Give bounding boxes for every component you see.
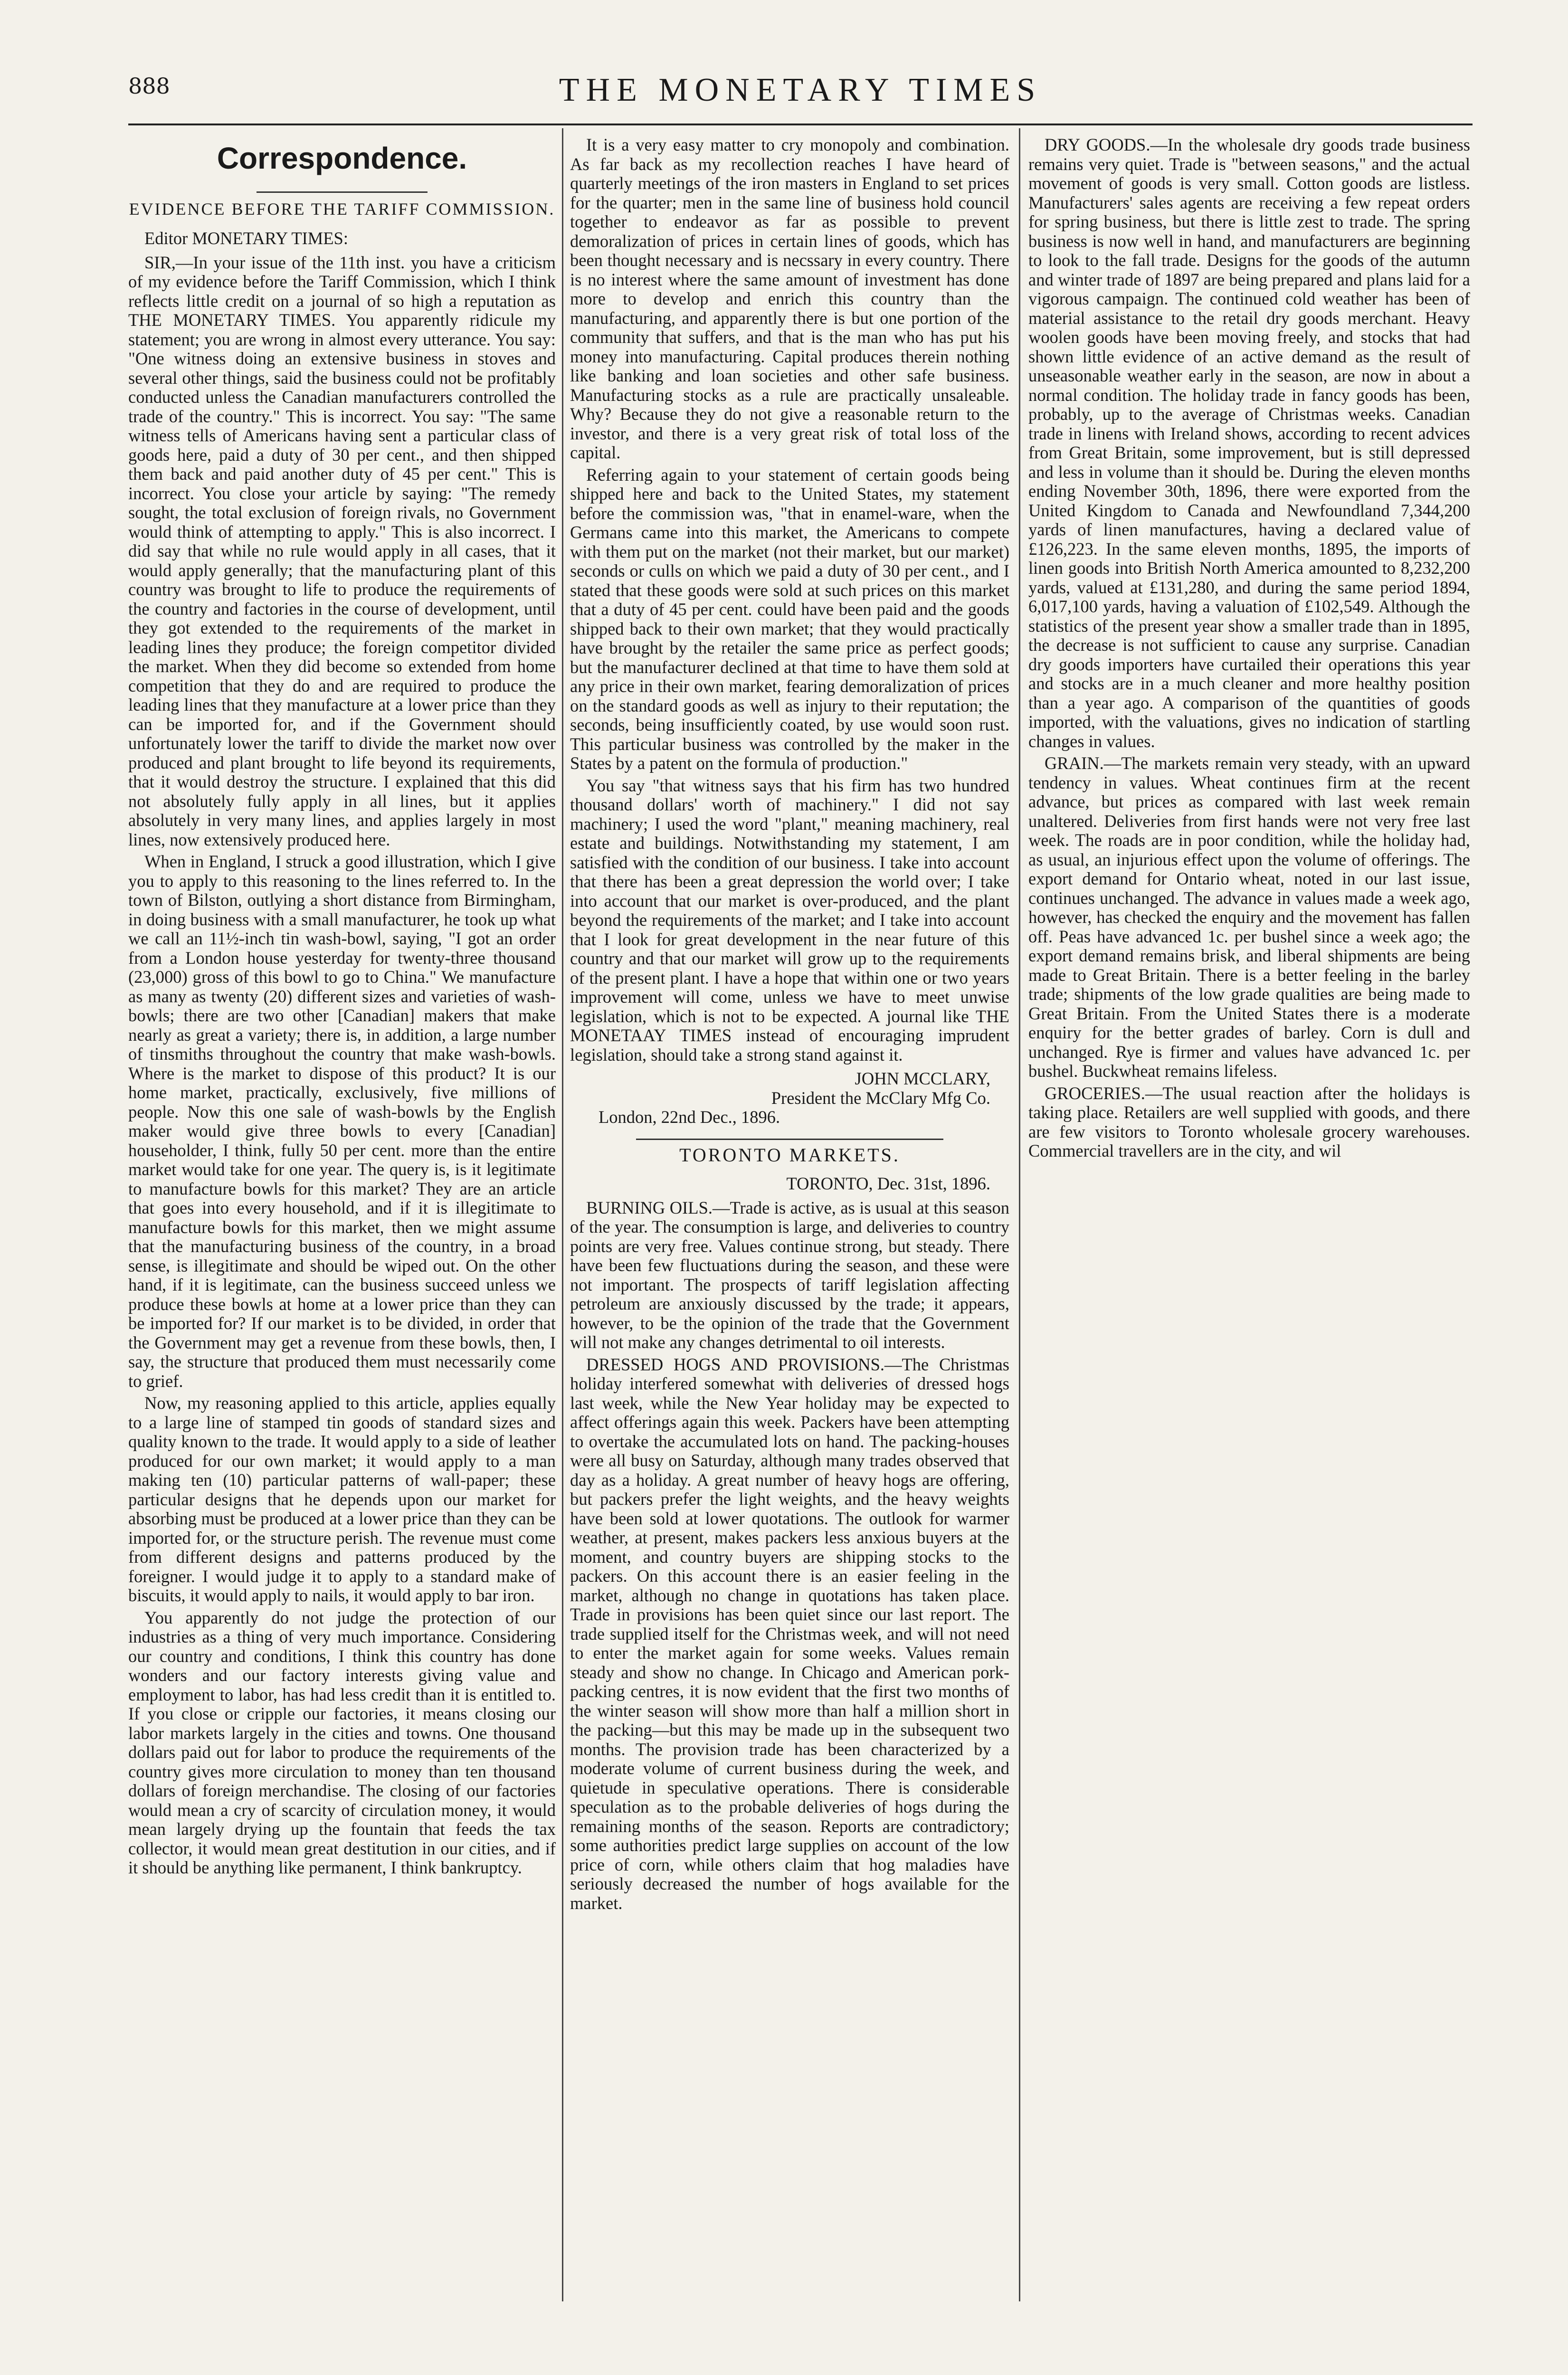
letter-paragraph: SIR,—In your issue of the 11th inst. you have a criticism of my evidence before the Tariff Commission, which I think reflects little credit on a journal of so high a reputation as THE MONETARY TIMES. You apparently ridicule my statement; you are wrong in almost every utterance. You say: "One witness doing an extensive business in stoves and several other things, said the business could not be profitably conducted unless the Canadian manufacturers controlled the trade of the country." This is incorrect. You say: "The same witness tells of Americans having sent a particular class of goods here, paid a duty of 30 per cent., and then shipped them back and paid another duty of 45 per cent." This is incorrect. You close your article by saying: "The remedy sought, the total exclusion of foreign rivals, no Government would think of attempting to apply." This is also incorrect. I did say that while no rule would apply in all cases, that it would apply generally; that the manufacturing plant of this country was brought to life to produce the requirements of the country and factories in the course of development, until they got extended to the requirements of the market in leading lines they produce; the foreign competitor divided the market. When they did become so extended from home competition that they do and are required to produce the leading lines that they manufacture at a lower price than they can be imported for, and if the Government should unfortunately lower the tariff to divide the market now over produced and plant brought to life beyond its requirements, that it would destroy the structure. I explained that this did not absolutely fully apply in all lines, but it applies absolutely in very many lines, and applies largely in most lines, now extensively produced here.	[128, 252, 556, 849]
markets-dateline: TORONTO, Dec. 31st, 1896.	[786, 1174, 990, 1193]
column-rule-1	[562, 128, 563, 2301]
markets-heading: TORONTO MARKETS.	[679, 1144, 900, 1166]
market-paragraph: DRY GOODS.—In the wholesale dry goods trade business remains very quiet. Trade is "between seasons," and the actual movement of goods is very small. Cotton goods are listless. Manufacturers' sales agents are receiving a few repeat orders for spring business, but there is little zest to trade. The spring business is now well in hand, and manufacturers are beginning to look to the fall trade. Designs for the goods of the autumn and winter trade of 1897 are being prepared and plans laid for a vigorous campaign. The continued cold weather has been of material assistance to the retail dry goods merchant. Heavy woolen goods have been moving freely, and stocks that had shown little evidence of an active demand as the result of unseasonable weather early in the season, are now in about a normal condition. The holiday trade in fancy goods has been, probably, up to the average of Christmas weeks. Canadian trade in linens with Ireland shows, according to recent advices from Great Britain, some improvement, but is still depressed and less in volume than it should be. During the eleven months ending November 30th, 1896, there were exported from the United Kingdom to Canada and Newfoundland 7,344,200 yards of linen manufactures, having a declared value of £126,223. In the same eleven months, 1895, the imports of linen goods into British North America amounted to 8,232,200 yards, valued at £131,280, and during the same period 1894, 6,017,100 yards, having a valuation of £102,549. Although the statistics of the present year show a smaller trade than in 1895, the decrease is not sufficient to cause any surprise. Canadian dry goods importers have curtailed their operations this year and stocks are in a much cleaner and more healthy position than a year ago. A comparison of the quantities of goods imported, with the valuations, gives no indication of startling changes in values.	[1028, 135, 1470, 751]
divider	[636, 1139, 944, 1140]
column-3	[1028, 135, 1470, 2292]
editor-line: Editor MONETARY TIMES:	[144, 228, 348, 248]
letter-paragraph: You apparently do not judge the protection of our industries as a thing of very much importance. Considering our country and conditions, I think this country has done wonders and our factory interests giving value and employment to labor, has had less credit than it is entitled to. If you close or cripple our factories, it means closing our labor markets largely in the cities and towns. One thousand dollars paid out for labor to produce the requirements of the country gives more circulation to money than ten thousand dollars of foreign merchandise. The closing of our factories would mean a cry of scarcity of circulation money, it would mean largely drying up the fountain that feeds the tax collector, it would mean great destitution in our cities, and if it should be anything like permanent, I think bankruptcy.	[128, 1607, 556, 1877]
signature-title: President the McClary Mfg Co.	[771, 1088, 990, 1108]
column-2	[570, 135, 1009, 2292]
market-paragraph: BURNING OILS.—Trade is active, as is usual at this season of the year. The consumption is large, and deliveries to country points are very free. Values continue strong, but steady. There have been few fluctuations during the season, and these were not important. The prospects of tariff legislation affecting petroleum are anxiously discussed by the trade; it appears, however, to be the opinion of the trade that the Government will not make any changes detrimental to oil interests.	[570, 1197, 1009, 1352]
signature-name: JOHN MCCLARY,	[855, 1069, 990, 1088]
place-date: London, 22nd Dec., 1896.	[599, 1107, 780, 1127]
letter-paragraph: Now, my reasoning applied to this article, applies equally to a large line of stamped tin goods of standard sizes and quality known to the trade. It would apply to a side of leather produced for our own market; it would apply to a man making ten (10) particular patterns of wall-paper; these particular designs that he depends upon our market for absorbing must be produced at a lower price than they can be imported for, or the structure perish. The revenue must come from different designs and patterns produced by the foreigner. I would judge it to apply to a standard make of biscuits, it would apply to nails, it would apply to bar iron.	[128, 1393, 556, 1605]
letter-paragraph: When in England, I struck a good illustration, which I give you to apply to this reasoning to the lines referred to. In the town of Bilston, outlying a short distance from Birmingham, in doing business with a small manufacturer, he took up what we call an 11½-inch tin wash-bowl, saying, "I got an order from a London house yesterday for twenty-three thousand (23,000) gross of this bowl to go to China." We manufacture as many as twenty (20) different sizes and varieties of wash-bowls; there are two other [Canadian] makers that make nearly as great a variety; there is, in addition, a large number of tinsmiths throughout the country that make wash-bowls. Where is the market to dispose of this product? It is our home market, practically, exclusively, five millions of people. Now this one sale of wash-bowls by the English maker would give three bowls to every [Canadian] householder, I think, fully 50 per cent. more than the entire market would take for one year. The query is, is it legitimate to manufacture bowls for this market? They are an article that goes into every household, and if it is illegitimate to manufacture bowls for this market, then we might assume that the manufacturing business of the country, in a broad sense, is illegitimate and should be wiped out. On the other hand, if it is legitimate, can the business succeed unless we produce these bowls at home at a lower price than they can be imported for? If our market is to be divided, in order that the Government may get a revenue from these bowls, then, I say, the structure that produced them must necessarily come to grief.	[128, 852, 556, 1391]
market-paragraph: DRESSED HOGS AND PROVISIONS.—The Christmas holiday interfered somewhat with deliveries of dressed hogs last week, while the New Year holiday may be expected to affect offerings again this week. Packers have been attempting to overtake the accumulated lots on hand. The packing-houses were all busy on Saturday, although many trades observed that day as a holiday. A great number of heavy hogs are offering, but packers prefer the light weights, and the heavy weights have been sold at lower quotations. The outlook for warmer weather, at present, makes packers less anxious buyers at the moment, and country buyers are shipping stocks to the packers. On this account there is an easier feeling in the market, although no change in quotations has taken place. Trade in provisions has been quiet since our last report. The trade supplied itself for the Christmas week, and will not need to enter the market again for some weeks. Values remain steady and show no change. In Chicago and American pork-packing centres, it is now evident that the first two months of the winter season will show more than half a million short in the packing—but this may be made up in the subsequent two months. The provision trade has been characterized by a moderate volume of current business during the week, and quietude in speculative operations. There is considerable speculation as to the probable deliveries of hogs during the remaining months of the season. Reports are contradictory; some authorities predict large supplies on account of the low price of corn, while others claim that hog maladies have seriously decreased the number of hogs available for the market.	[570, 1354, 1009, 1913]
divider	[257, 191, 428, 193]
column-1	[128, 135, 556, 2292]
masthead: THE MONETARY TIMES	[559, 72, 1042, 108]
page-number: 888	[128, 73, 170, 99]
letter-paragraph: Referring again to your statement of certain goods being shipped here and back to the United States, my statement before the commission was, "that in enamel-ware, when the Germans came into this market, the Americans to compete with them put on the market (not their market, but our market) seconds or culls on which we paid a duty of 30 per cent., and I stated that these goods were sold at such prices on this market that a duty of 45 per cent. could have been paid and the goods shipped back to their own market; that they would practically have brought by the retailer the same price as perfect goods; but the manufacturer declined at that time to have them sold at any price in their own market, fearing demoralization of prices on the standard goods as well as injury to their reputation; the seconds, being insufficiently coated, by use would soon rust. This particular business was controlled by the maker in the States by a patent on the formula of production."	[570, 465, 1009, 773]
letter-paragraph: You say "that witness says that his firm has two hundred thousand dollars' worth of machinery." I did not say machinery; I used the word "plant," meaning machinery, real estate and buildings. Notwithstanding my statement, I am satisfied with the condition of our business. I take into account that there has been a great depression the world over; I take into account that our market is over-produced, and the plant beyond the requirements of the market; and I take into account that I look for great development in the near future of this country and that our market will grow up to the requirements of the present plant. I have a hope that within one or two years improvement will come, unless we have to meet unwise legislation, which is not to be expected. A journal like THE MONETAAY TIMES instead of encouraging imprudent legislation, should take a strong stand against it.	[570, 775, 1009, 1064]
column-rule-2	[1019, 128, 1020, 2301]
market-paragraph: GROCERIES.—The usual reaction after the holidays is taking place. Retailers are well supplied with goods, and there are few visitors to Toronto wholesale grocery warehouses. Commercial travellers are in the city, and wil	[1028, 1083, 1470, 1160]
page-header	[128, 71, 1473, 125]
section-title: Correspondence.	[217, 141, 467, 175]
article-subhead: EVIDENCE BEFORE THE TARIFF COMMISSION.	[129, 200, 555, 218]
letter-paragraph: It is a very easy matter to cry monopoly and combination. As far back as my recollection reaches I have heard of quarterly meetings of the iron masters in England to set prices for the quarter; men in the same line of business hold council together to endeavor as far as possible to prevent demoralization of prices in certain lines of goods, which has been thought necessary and is necssary in every country. There is no interest where the same amount of investment has done more to develop and enrich this country than the manufacturing, and apparently there is but one portion of the community that suffers, and that is the man who has put his money into manufacturing. Capital produces therein nothing like banking and loan societies and other safe business. Manufacturing stocks as a rule are practically unsaleable. Why? Because they do not give a reasonable return to the investor, and there is a very great risk of total loss of the capital.	[570, 135, 1009, 462]
market-paragraph: GRAIN.—The markets remain very steady, with an upward tendency in values. Wheat continues firm at the recent advance, but prices as compared with last week remain unaltered. Deliveries from first hands were not very free last week. The roads are in poor condition, while the holiday had, as usual, an injurious effect upon the volume of offerings. The export demand for Ontario wheat, noted in our last issue, continues unchanged. The advance in values made a week ago, however, has checked the enquiry and the movement has fallen off. Peas have advanced 1c. per bushel since a week ago; the export demand remains brisk, and liberal shipments are being made to Great Britain. There is a better feeling in the barley trade; shipments of the low grade qualities are being made to Great Britain. From the United States there is a moderate enquiry for the better grades of barley. Corn is dull and unchanged. Rye is firmer and values have advanced 1c. per bushel. Buckwheat remains lifeless.	[1028, 753, 1470, 1081]
